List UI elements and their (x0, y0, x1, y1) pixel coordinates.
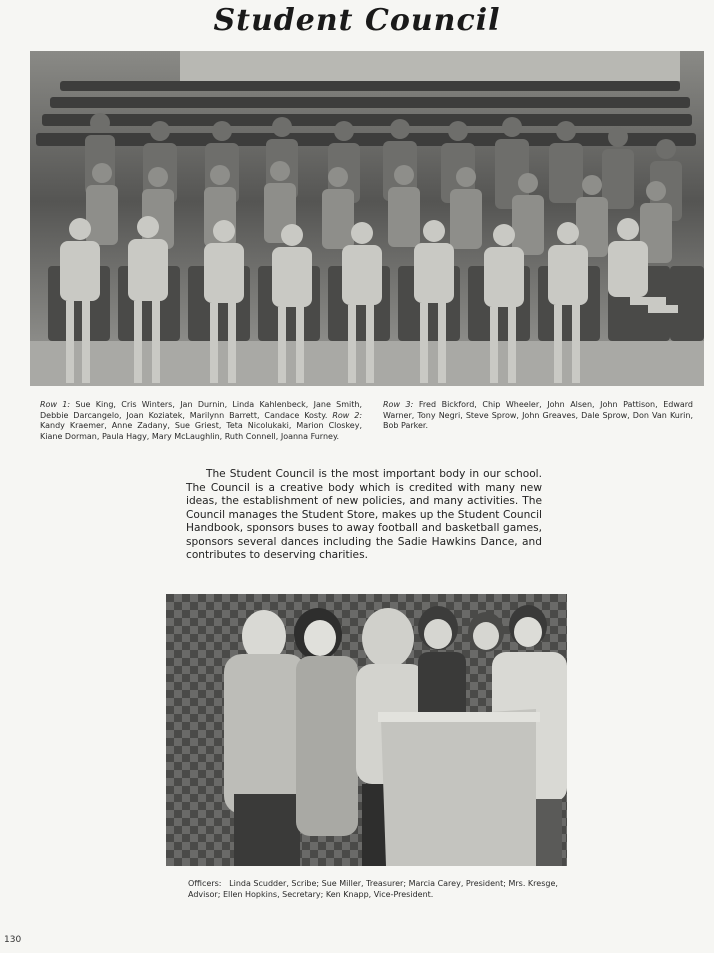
council-description: The Student Council is the most important body in our school. The Council is a creative body which is credited with many new ideas, the establishment of new policies, and many activities. The Council manages the Student Store, makes up the Student Council Handbook, sponsors buses to away football and basketball games, sponsors several dances including the Sadie Hawkins Dance, and contributes to deserving charities. (186, 468, 542, 561)
officers-photo (166, 594, 567, 866)
row1-label: Row 1: (40, 400, 71, 409)
caption-rows-1-2 (40, 400, 362, 442)
row2-names: Kandy Kraemer, Anne Zadany, Sue Griest, Teta Nicolukaki, Marion Closkey, Kiane Dorman, Paula Hagy, Mary McLaughlin, Ruth Connell, Joanna Furney. (40, 421, 362, 441)
officers-label: Officers: (188, 879, 222, 888)
page-number: 130 (4, 935, 22, 945)
caption-row-3 (383, 400, 693, 432)
row2-label: Row 2: (332, 410, 363, 420)
officers-caption (188, 878, 568, 900)
row1-names: Sue King, Cris Winters, Jan Durnin, Linda Kahlenbeck, Jane Smith, Debbie Darcangelo, Joan Koziatek, Marilynn Barrett, Candace Kosty. (40, 400, 363, 420)
group-photo (30, 51, 704, 386)
officers-names: Linda Scudder, Scribe; Sue Miller, Treasurer; Marcia Carey, President; Mrs. Kresge, Advisor; Ellen Hopkins, Secretary; Ken Knapp, Vice-President. (188, 879, 558, 899)
row3-names: Fred Bickford, Chip Wheeler, John Alsen, John Pattison, Edward Warner, Tony Negri, Steve Sprow, John Greaves, Dale Sprow, Don Van Kurin, Bob Parker. (383, 400, 693, 430)
row3-label: Row 3: (383, 400, 414, 409)
page-title: Student Council (213, 3, 501, 38)
